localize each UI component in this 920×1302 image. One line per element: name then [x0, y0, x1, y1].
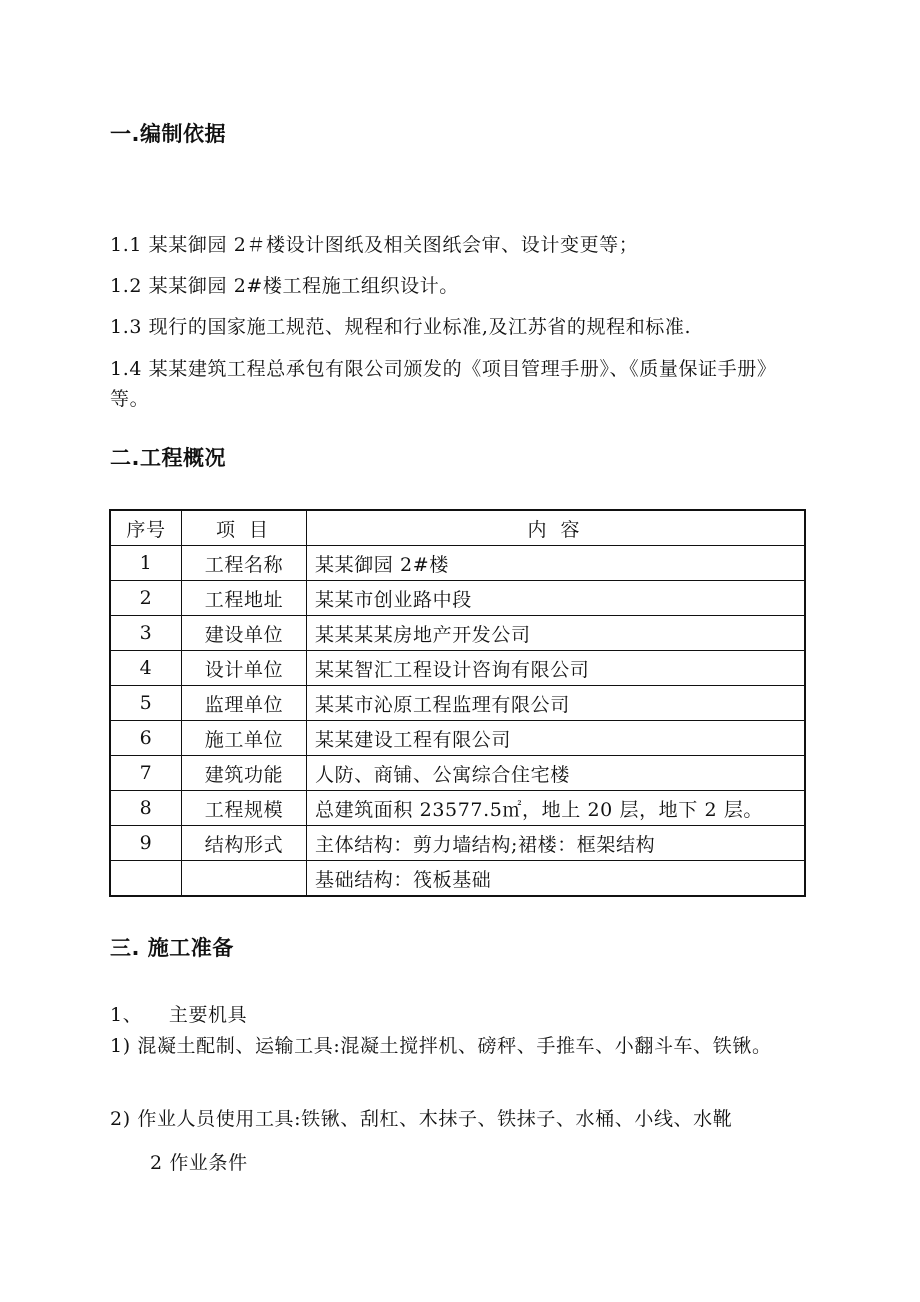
row-item: 监理单位	[182, 686, 307, 721]
table-header-row	[110, 510, 805, 546]
row-content: 某某建设工程有限公司	[307, 721, 806, 756]
header-no: 序号	[110, 510, 182, 546]
table-row	[110, 721, 805, 756]
row-no	[110, 861, 182, 897]
table-row	[110, 791, 805, 826]
basis-item-3: 1.3 现行的国家施工规范、规程和行业标准,及江苏省的规程和标准.	[110, 316, 692, 338]
header-item: 项 目	[182, 510, 307, 546]
row-item: 工程规模	[182, 791, 307, 826]
row-item: 工程名称	[182, 546, 307, 581]
row-no: 2	[110, 581, 182, 616]
row-item: 工程地址	[182, 581, 307, 616]
row-no: 8	[110, 791, 182, 826]
table-row	[110, 616, 805, 651]
row-item: 设计单位	[182, 651, 307, 686]
prep-item-mixing-tools: 1) 混凝土配制、运输工具:混凝土搅拌机、磅秤、手推车、小翻斗车、铁锹。	[110, 1035, 772, 1057]
row-item: 建设单位	[182, 616, 307, 651]
row-content: 某某市沁原工程监理有限公司	[307, 686, 806, 721]
table-row	[110, 826, 805, 861]
table-row	[110, 861, 805, 897]
table-row	[110, 756, 805, 791]
row-no: 3	[110, 616, 182, 651]
row-item: 建筑功能	[182, 756, 307, 791]
row-no: 1	[110, 546, 182, 581]
table-row	[110, 581, 805, 616]
basis-item-4: 1.4 某某建筑工程总承包有限公司颁发的《项目管理手册》、《质量保证手册》等。	[110, 358, 777, 410]
row-item: 施工单位	[182, 721, 307, 756]
table-row	[110, 686, 805, 721]
row-no: 4	[110, 651, 182, 686]
row-content: 总建筑面积 23577.5㎡，地上 20 层，地下 2 层。	[307, 791, 806, 826]
basis-item-1: 1.1 某某御园 2＃楼设计图纸及相关图纸会审、设计变更等；	[110, 234, 639, 256]
table-row	[110, 651, 805, 686]
row-no: 9	[110, 826, 182, 861]
row-content: 某某智汇工程设计咨询有限公司	[307, 651, 806, 686]
row-no: 7	[110, 756, 182, 791]
row-no: 6	[110, 721, 182, 756]
section-1-title: 一.编制依据	[110, 122, 226, 146]
prep-item-worker-tools: 2) 作业人员使用工具:铁锹、刮杠、木抹子、铁抹子、水桶、小线、水靴	[110, 1108, 733, 1130]
table-row	[110, 546, 805, 581]
section-3-title: 三. 施工准备	[110, 936, 234, 960]
row-content: 某某御园 2#楼	[307, 546, 806, 581]
row-item: 结构形式	[182, 826, 307, 861]
row-no: 5	[110, 686, 182, 721]
row-content: 主体结构：剪力墙结构;裙楼：框架结构	[307, 826, 806, 861]
row-item	[182, 861, 307, 897]
section-2-title: 二.工程概况	[110, 446, 226, 470]
prep-subheading-conditions: 2 作业条件	[150, 1152, 248, 1174]
project-overview-table	[109, 509, 806, 897]
header-content: 内 容	[307, 510, 806, 546]
row-content: 某某市创业路中段	[307, 581, 806, 616]
row-content: 人防、商铺、公寓综合住宅楼	[307, 756, 806, 791]
prep-subheading-tools: 1、 主要机具	[110, 1004, 248, 1026]
row-content: 基础结构：筏板基础	[307, 861, 806, 897]
basis-item-2: 1.2 某某御园 2#楼工程施工组织设计。	[110, 275, 459, 297]
row-content: 某某某某房地产开发公司	[307, 616, 806, 651]
